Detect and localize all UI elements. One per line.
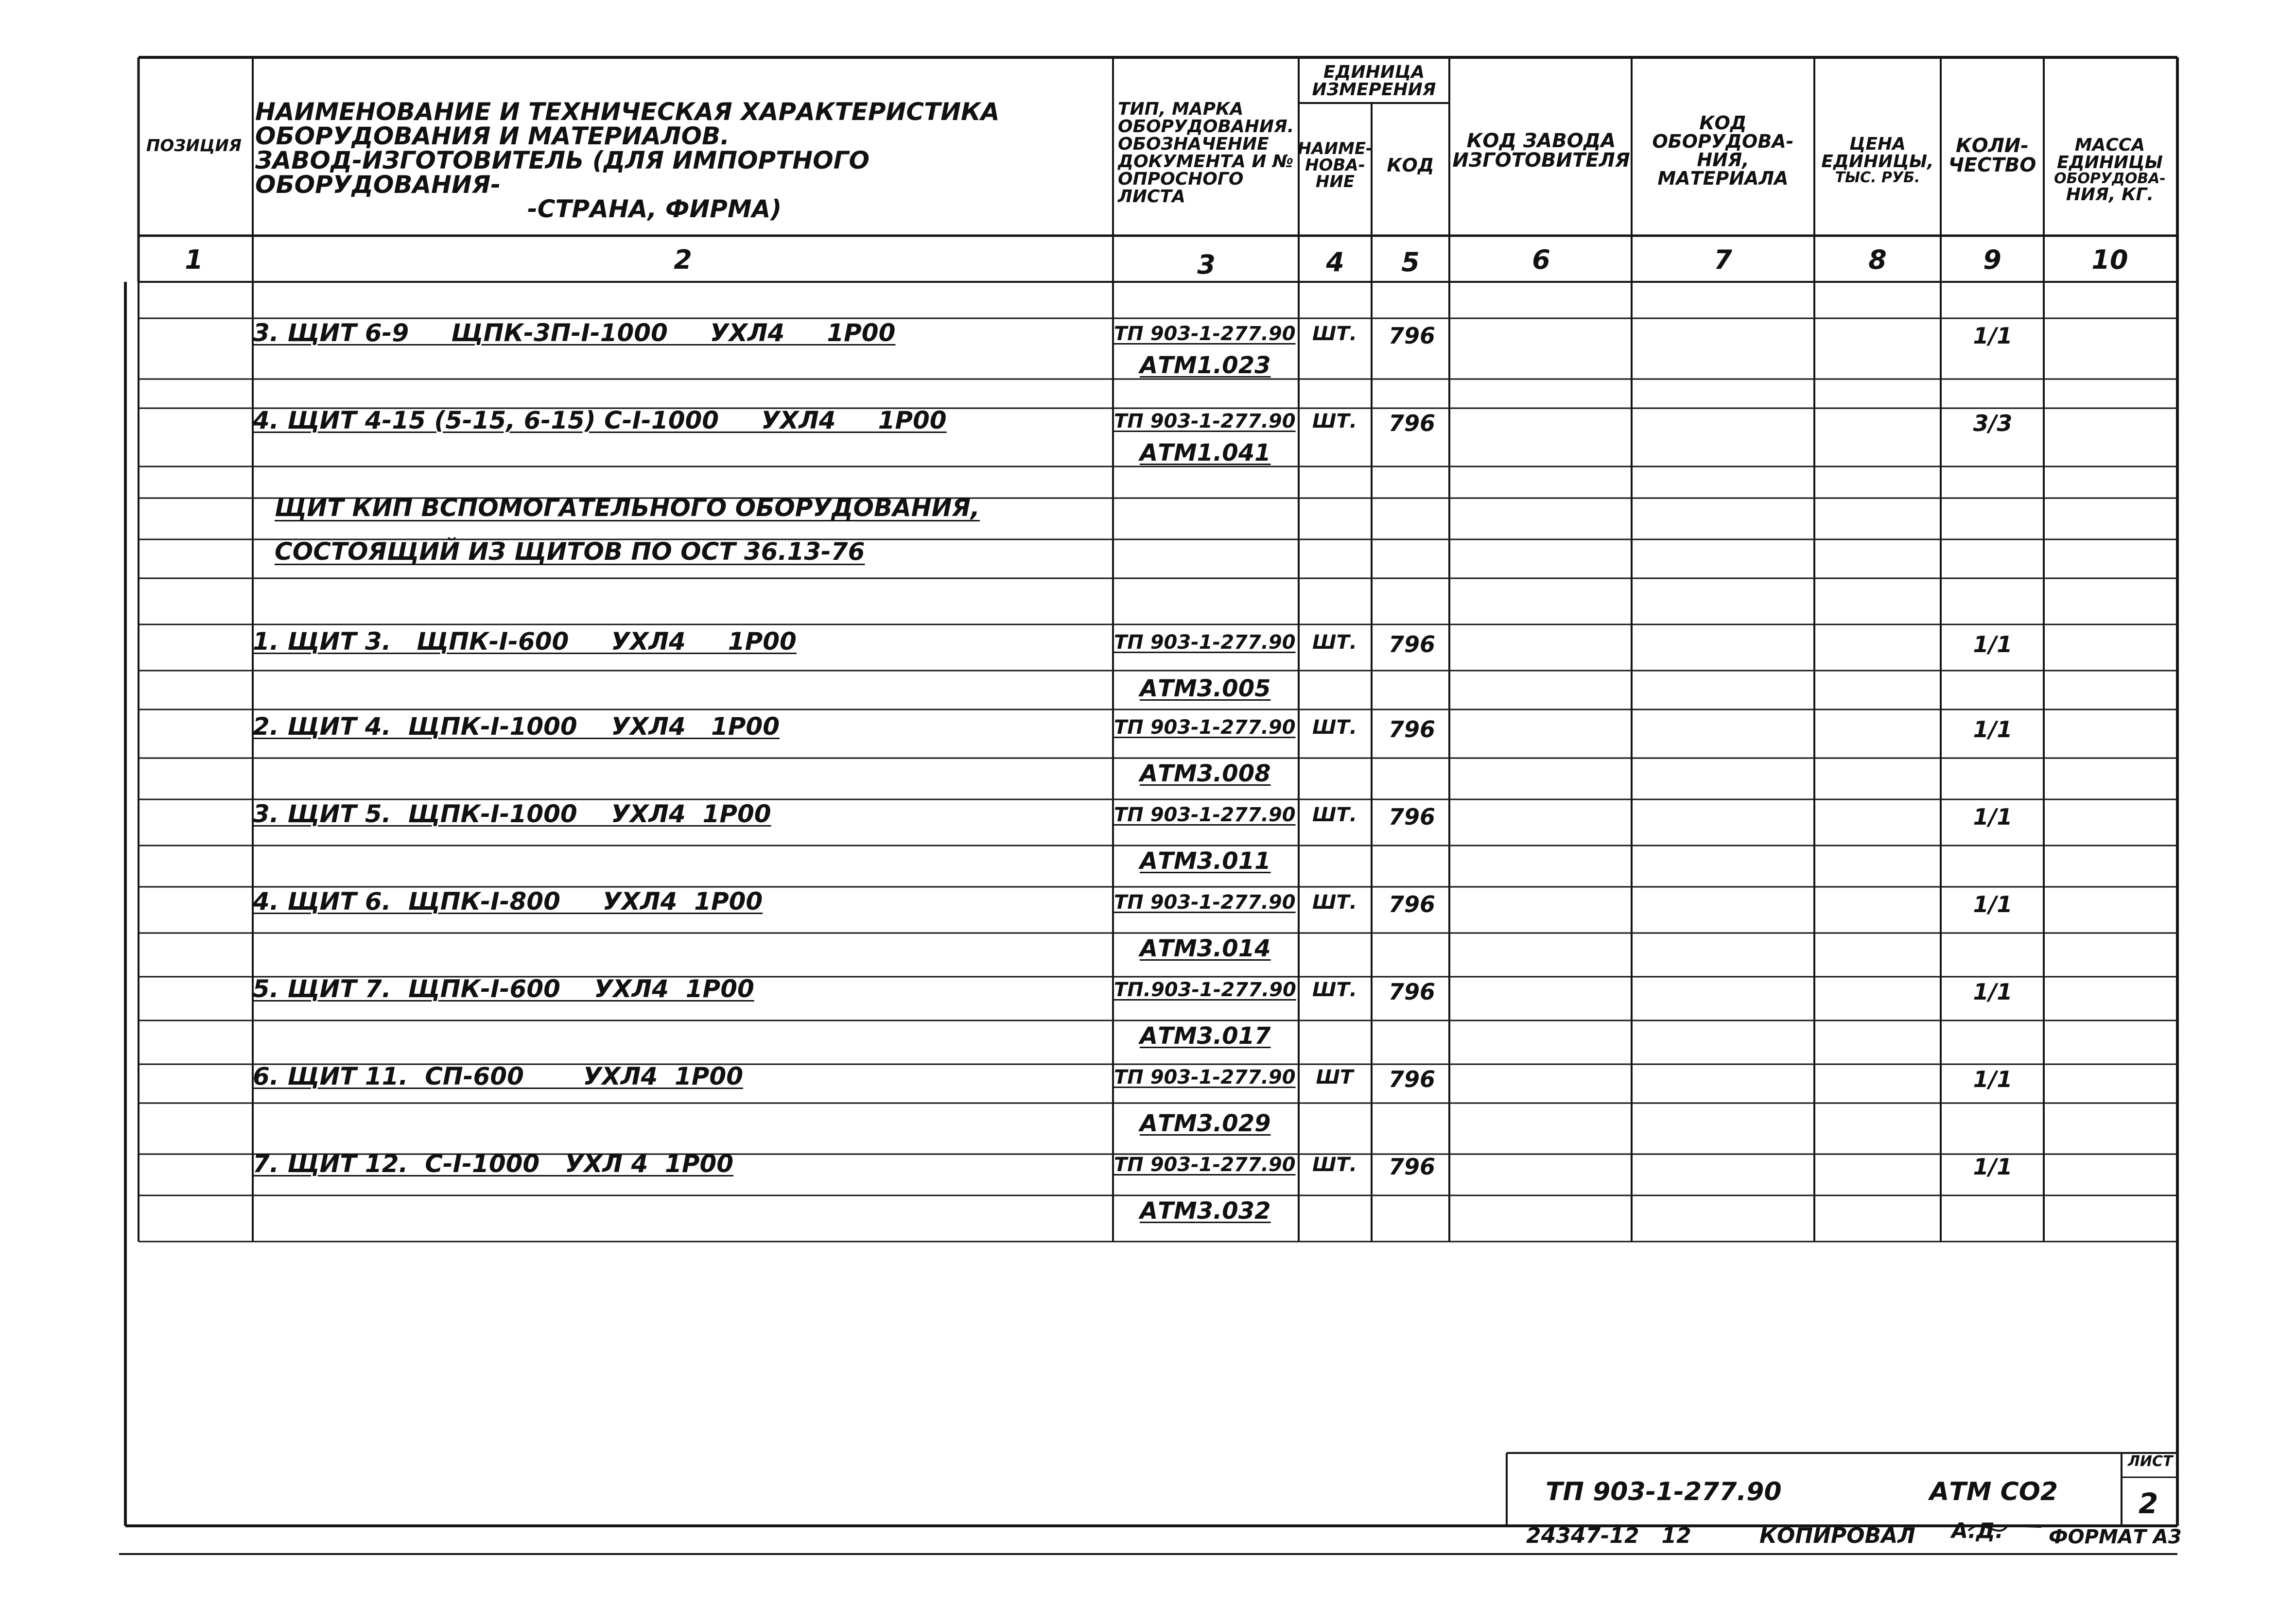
row-unit: ШТ. xyxy=(1312,804,1357,826)
header-type: ТИП, МАРКА ОБОРУДОВАНИЯ. ОБОЗНАЧЕНИЕ ДОКУМЕНТА И № ОПРОСНОГО ЛИСТА xyxy=(1118,99,1294,207)
row-qty: 1/1 xyxy=(1973,804,2013,830)
row-document-number: АТМ3.011 xyxy=(1140,847,1271,875)
row-item-name: 4. ЩИТ 6. ЩПК-I-800 УХЛ4 1Р00 xyxy=(253,887,763,916)
row-type-code: ТП 903-1-277.90 xyxy=(1114,410,1296,432)
row-qty: 1/1 xyxy=(1973,979,2013,1005)
row-type-code: ТП 903-1-277.90 xyxy=(1114,891,1296,914)
row-unit: ШТ. xyxy=(1312,631,1357,654)
row-document-number: АТМ3.029 xyxy=(1140,1110,1271,1137)
row-code: 796 xyxy=(1388,891,1436,917)
row-code: 796 xyxy=(1388,804,1436,830)
footer-signature: А.Д. xyxy=(1951,1519,2003,1543)
colnum-5: 5 xyxy=(1401,247,1420,277)
row-item-name: 2. ЩИТ 4. ЩПК-I-1000 УХЛ4 1Р00 xyxy=(253,712,780,741)
row-type-code: ТП 903-1-277.90 xyxy=(1114,323,1296,345)
colnum-7: 7 xyxy=(1714,244,1732,275)
footer-copied-label: КОПИРОВАЛ xyxy=(1759,1523,1915,1548)
row-code: 796 xyxy=(1388,979,1436,1005)
footer-inventory: 24347-12 12 xyxy=(1526,1523,1691,1548)
row-unit: ШТ. xyxy=(1312,979,1357,1001)
row-qty: 1/1 xyxy=(1973,716,2013,743)
colnum-4: 4 xyxy=(1326,247,1344,277)
row-document-number: АТМ3.032 xyxy=(1140,1197,1271,1225)
row-item-name: 7. ЩИТ 12. С-I-1000 УХЛ 4 1Р00 xyxy=(253,1150,734,1178)
row-item-name: 5. ЩИТ 7. ЩПК-I-600 УХЛ4 1Р00 xyxy=(253,975,754,1003)
row-unit: ШТ. xyxy=(1312,410,1357,432)
row-item-name: 1. ЩИТ 3. ЩПК-I-600 УХЛ4 1Р00 xyxy=(253,627,797,656)
row-item-name: 4. ЩИТ 4-15 (5-15, 6-15) С-I-1000 УХЛ4 1Р00 xyxy=(253,406,947,434)
row-qty: 1/1 xyxy=(1973,891,2013,917)
header-unit-price: ЦЕНА ЕДИНИЦЫ, ТЫС. РУБ. xyxy=(1821,134,1934,186)
row-type-code: ТП.903-1-277.90 xyxy=(1114,979,1296,1001)
row-document-number: АТМ1.041 xyxy=(1140,439,1271,467)
row-qty: 3/3 xyxy=(1973,410,2013,436)
row-qty: 1/1 xyxy=(1973,1066,2013,1092)
footer-format-label: ФОРМАТ А3 xyxy=(2049,1526,2182,1548)
row-type-code: ТП 903-1-277.90 xyxy=(1114,631,1296,654)
row-type-code: ТП 903-1-277.90 xyxy=(1114,804,1296,826)
row-code: 796 xyxy=(1388,1066,1436,1092)
header-position: ПОЗИЦИЯ xyxy=(146,136,242,156)
header-equipment-code: КОД ОБОРУДОВА- НИЯ, МАТЕРИАЛА xyxy=(1652,112,1794,189)
stamp-sheet-label: ЛИСТ xyxy=(2128,1453,2173,1470)
colnum-6: 6 xyxy=(1532,244,1550,275)
row-type-code: ТП 903-1-277.90 xyxy=(1114,1154,1296,1176)
row-type-code: ТП 903-1-277.90 xyxy=(1114,1066,1296,1089)
header-unit-group: ЕДИНИЦА ИЗМЕРЕНИЯ xyxy=(1312,62,1436,100)
header-unit-mass: МАССА ЕДИНИЦЫ ОБОРУДОВА- НИЯ, КГ. xyxy=(2054,135,2166,205)
row-unit: ШТ xyxy=(1316,1066,1354,1089)
header-unit-name: НАИМЕ- НОВА- НИЕ xyxy=(1297,139,1373,191)
row-code: 796 xyxy=(1388,716,1436,743)
row-type-code: ТП 903-1-277.90 xyxy=(1114,716,1296,739)
colnum-1: 1 xyxy=(185,244,203,275)
row-item-name: 3. ЩИТ 5. ЩПК-I-1000 УХЛ4 1Р00 xyxy=(253,800,771,828)
colnum-2: 2 xyxy=(674,244,692,275)
row-document-number: АТМ3.008 xyxy=(1140,760,1271,787)
row-document-number: АТМ3.005 xyxy=(1140,675,1271,702)
row-code: 796 xyxy=(1388,410,1436,436)
row-item-name: 3. ЩИТ 6-9 ЩПК-3П-I-1000 УХЛ4 1Р00 xyxy=(253,319,896,347)
stamp-sheet-number: 2 xyxy=(2139,1487,2158,1520)
header-unit-code: КОД xyxy=(1387,155,1434,176)
stamp-sheet-code: АТМ СО2 xyxy=(1930,1477,2058,1506)
stamp-doc-code: ТП 903-1-277.90 xyxy=(1546,1477,1782,1506)
colnum-3: 3 xyxy=(1197,249,1216,280)
row-qty: 1/1 xyxy=(1973,631,2013,657)
row-code: 796 xyxy=(1388,631,1436,657)
row-qty: 1/1 xyxy=(1973,323,2013,349)
row-item-name: 6. ЩИТ 11. СП-600 УХЛ4 1Р00 xyxy=(253,1062,743,1090)
header-name: НАИМЕНОВАНИЕ И ТЕХНИЧЕСКАЯ ХАРАКТЕРИСТИКА ОБОРУДОВАНИЯ И МАТЕРИАЛОВ. ЗАВОД-ИЗГОТОВИТЕЛЬ (ДЛЯ ИМПОРТНОГО ОБОРУДОВАНИЯ- -СТРАНА, ФИРМА) xyxy=(255,98,1000,223)
row-code: 796 xyxy=(1388,1154,1436,1180)
row-unit: ШТ. xyxy=(1312,716,1357,739)
row-unit: ШТ. xyxy=(1312,323,1357,345)
row-unit: ШТ. xyxy=(1312,1154,1357,1176)
row-unit: ШТ. xyxy=(1312,891,1357,914)
row-document-number: АТМ1.023 xyxy=(1140,352,1271,379)
row-item-name: ЩИТ КИП ВСПОМОГАТЕЛЬНОГО ОБОРУДОВАНИЯ, xyxy=(275,494,980,522)
row-qty: 1/1 xyxy=(1973,1154,2013,1180)
row-item-name: СОСТОЯЩИЙ ИЗ ЩИТОВ ПО ОСТ 36.13-76 xyxy=(275,537,865,566)
colnum-10: 10 xyxy=(2091,244,2128,275)
row-code: 796 xyxy=(1388,323,1436,349)
header-quantity: КОЛИ- ЧЕСТВО xyxy=(1948,135,2036,176)
row-document-number: АТМ3.014 xyxy=(1140,935,1271,962)
header-manufacturer-code: КОД ЗАВОДА ИЗГОТОВИТЕЛЯ xyxy=(1452,130,1630,172)
colnum-8: 8 xyxy=(1868,244,1887,275)
colnum-9: 9 xyxy=(1983,244,2001,275)
row-document-number: АТМ3.017 xyxy=(1140,1022,1271,1050)
